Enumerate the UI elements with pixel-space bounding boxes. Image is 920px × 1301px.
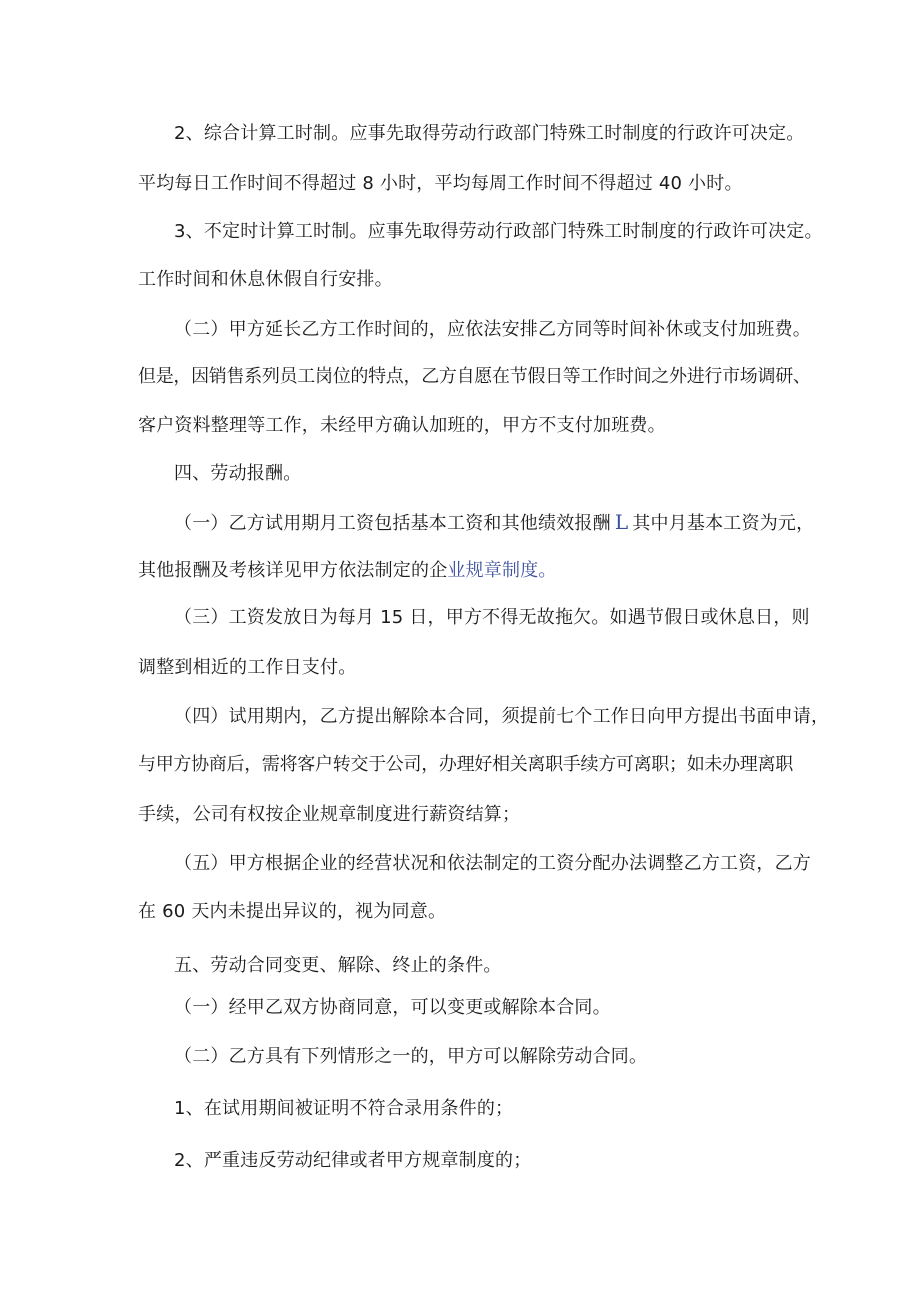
paragraph-line: 与甲方协商后，需将客户转交于公司，办理好相关离职手续方可离职；如未办理离职 <box>138 754 793 775</box>
salary-line <box>174 510 814 536</box>
paragraph-line: （五）甲方根据企业的经营状况和依法制定的工资分配办法调整乙方工资，乙方 <box>174 853 811 874</box>
paragraph-line: 在 60 天内未提出异议的，视为同意。 <box>138 901 447 922</box>
list-item: 1、在试用期间被证明不符合录用条件的； <box>174 1098 514 1119</box>
list-item: 2、严重违反劳动纪律或者甲方规章制度的； <box>174 1150 532 1171</box>
paragraph-line: 调整到相近的工作日支付。 <box>138 657 357 678</box>
paragraph-line: 但是，因销售系列员工岗位的特点，乙方自愿在节假日等工作时间之外进行市场调研、 <box>138 366 811 387</box>
paragraph-line: （三）工资发放日为每月 15 日，甲方不得无故拖欠。如遇节假日或休息日，则 <box>174 607 810 628</box>
paragraph-line: 3、不定时计算工时制。应事先取得劳动行政部门特殊工时制度的行政许可决定。 <box>174 221 823 242</box>
section-heading: 五、劳动合同变更、解除、终止的条件。 <box>174 955 502 976</box>
rules-link-text: 业规章制度。 <box>447 560 557 581</box>
other-reward-text: 其他报酬及考核详见甲方依法制定的企 <box>138 560 448 581</box>
paragraph-line: （四）试用期内，乙方提出解除本合同，须提前七个工作日向甲方提出书面申请， <box>174 706 830 727</box>
paragraph-line: （二）甲方延长乙方工作时间的，应依法安排乙方同等时间补休或支付加班费。 <box>174 319 811 340</box>
salary-text-part2: 其中月基本工资为元， <box>632 513 815 534</box>
paragraph-line: （一）经甲乙双方协商同意，可以变更或解除本合同。 <box>174 997 611 1018</box>
paragraph-line: （二）乙方具有下列情形之一的，甲方可以解除劳动合同。 <box>174 1046 648 1067</box>
paragraph-line <box>138 559 778 583</box>
paragraph-line: 工作时间和休息休假自行安排。 <box>138 269 393 290</box>
paragraph-line: 平均每日工作时间不得超过 8 小时，平均每周工作时间不得超过 40 小时。 <box>138 173 743 194</box>
salary-text-part1: （一）乙方试用期月工资包括基本工资和其他绩效报酬 <box>174 513 611 534</box>
paragraph-line: 2、综合计算工时制。应事先取得劳动行政部门特殊工时制度的行政许可决定。 <box>174 123 805 144</box>
section-heading: 四、劳动报酬。 <box>174 463 302 484</box>
paragraph-line: 客户资料整理等工作，未经甲方确认加班的，甲方不支付加班费。 <box>138 415 666 436</box>
salary-marker: L <box>614 510 629 534</box>
paragraph-line: 手续，公司有权按企业规章制度进行薪资结算； <box>138 804 521 825</box>
